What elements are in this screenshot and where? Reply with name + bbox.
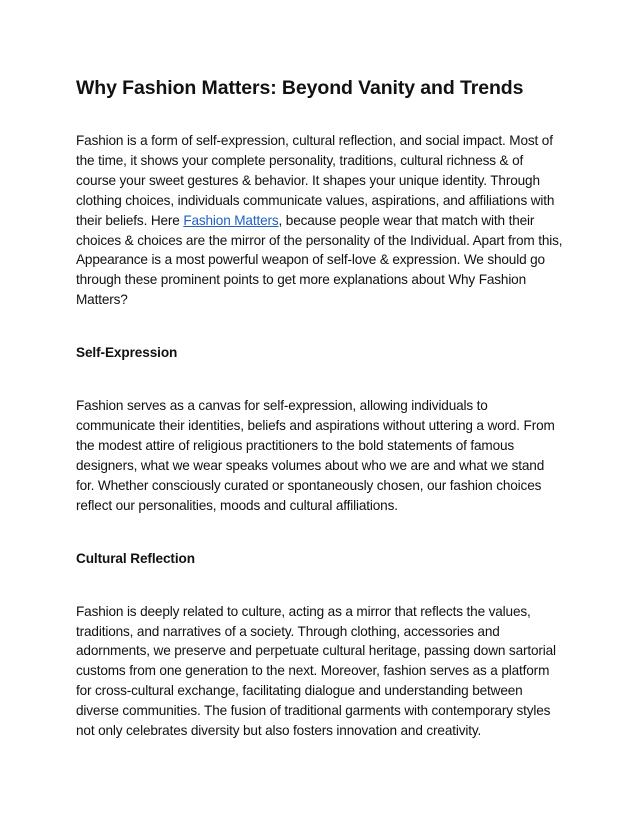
intro-text-after-link: , because people wear that match with their choices & choices are the mirror of the personality of the Individual. Apart from this, Appearance is a most powerful weapon of self-love & expression. We should go through these prominent points to get more explanations about Why Fashion Matters? (76, 212, 563, 308)
section-body-self-expression: Fashion serves as a canvas for self-expression, allowing individuals to communicate their identities, beliefs and aspirations without uttering a word. From the modest attire of religious practitioners to the bold statements of famous designers, what we wear speaks volumes about who we are and what we stand for. Whether consciously curated or spontaneously chosen, our fashion choices reflect our personalities, moods and cultural affiliations. (76, 398, 555, 513)
intro-paragraph (76, 131, 566, 310)
document-body (76, 74, 566, 741)
document-title: Why Fashion Matters: Beyond Vanity and Trends (76, 77, 524, 99)
section-heading-cultural-reflection: Cultural Reflection (76, 550, 195, 566)
intro-text-before-link: Fashion is a form of self-expression, cultural reflection, and social impact. Most of the time, it shows your complete personality, traditions, cultural richness & of course your sweet gestures & behavior. It shapes your unique identity. Through clothing choices, individuals communicate values, aspirations, and affiliations with their beliefs. Here (76, 133, 555, 228)
section-body-cultural-reflection: Fashion is deeply related to culture, acting as a mirror that reflects the values, traditions, and narratives of a society. Through clothing, accessories and adornments, we preserve and perpetuate cultural heritage, passing down sartorial customs from one generation to the next. Moreover, fashion serves as a platform for cross-cultural exchange, facilitating dialogue and understanding between diverse communities. The fusion of traditional garments with contemporary styles not only celebrates diversity but also fosters innovation and creativity. (76, 603, 556, 739)
section-heading-self-expression: Self-Expression (76, 345, 178, 361)
fashion-matters-link[interactable]: Fashion Matters (183, 212, 279, 228)
